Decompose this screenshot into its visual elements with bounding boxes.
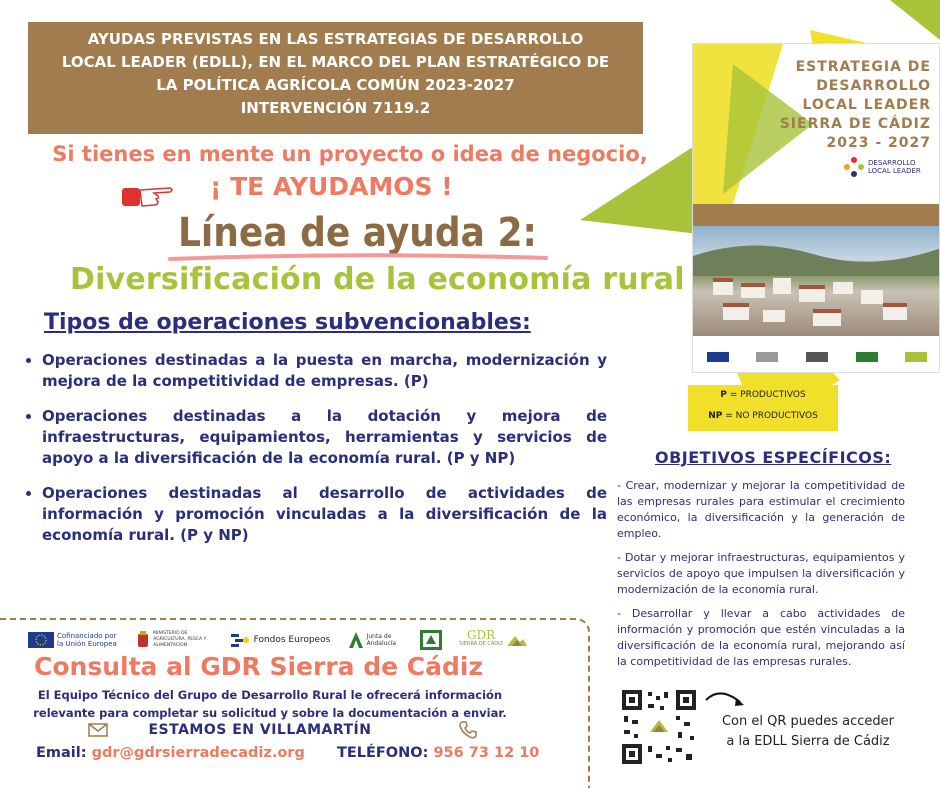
list-item: • Operaciones destinadas a la puesta en marcha, modernización y mejora de la competitividad de empresas. (P) xyxy=(42,350,607,392)
logo-text: Fondos Europeos xyxy=(253,635,331,645)
gdr-logo xyxy=(459,628,528,649)
qr-code-icon[interactable] xyxy=(620,688,698,766)
legend-text: = NO PRODUCTIVOS xyxy=(722,411,818,421)
logo-text: SIERRA DE CÁDIZ xyxy=(459,641,503,647)
cover-title-line: DESARROLLO xyxy=(816,78,931,94)
header-line: LOCAL LEADER (EDLL), EN EL MARCO DEL PLAN ESTRATÉGICO DE xyxy=(61,53,610,71)
objectives-title: OBJETIVOS ESPECÍFICOS: xyxy=(655,448,892,467)
operations-list xyxy=(18,350,607,560)
pointing-hand-icon xyxy=(120,180,176,210)
cover-band xyxy=(693,204,940,226)
cover-title-line: SIERRA DE CÁDIZ xyxy=(779,116,931,132)
list-item: • Operaciones destinadas a la dotación y mejora de infraestructuras, equipamientos, herramientas y servicios de apoyo a la diversificación de la economía rural. (P y NP) xyxy=(42,406,607,469)
legend-text: = PRODUCTIVOS xyxy=(726,390,806,400)
qr-caption xyxy=(708,712,908,752)
logo-text: Cofinanciado por la Unión Europea xyxy=(57,632,117,648)
header-line: AYUDAS PREVISTAS EN LAS ESTRATEGIAS DE DESARROLLO xyxy=(87,30,584,48)
section-title: Tipos de operaciones subvencionables: xyxy=(44,310,531,335)
legend-productive xyxy=(688,385,838,406)
objective-item: - Crear, modernizar y mejorar la competitividad de las empresas rurales para estimular el crecimiento económico, la diversificación y la generación de empleo. xyxy=(617,479,905,540)
header-line: LA POLÍTICA AGRÍCOLA COMÚN 2023-2027 xyxy=(156,76,515,94)
list-item: • Operaciones destinadas al desarrollo de actividades de información y promoción vinculadas a la diversificación de la economía rural. (P y NP) xyxy=(42,483,607,546)
cover-logos-row xyxy=(693,342,940,372)
cta-text: ¡ TE AYUDAMOS ! xyxy=(210,172,453,201)
junta-logo xyxy=(348,631,403,649)
location-text: ESTAMOS EN VILLAMARTÍN xyxy=(148,722,372,738)
team-info xyxy=(20,686,520,722)
cover-title xyxy=(780,58,931,153)
objective-item: - Desarrollar y llevar a cabo actividades de información y promoción que estén vinculadas a la diversificación de la economía rural, mejorando así la competitividad de las empresas rurales. xyxy=(617,607,905,668)
objective-item: - Dotar y mejorar infraestructuras, equipamientos y servicios de apoyo que impulsen la diversificación y modernización de la economía rural. xyxy=(617,551,905,596)
header-band xyxy=(28,22,643,134)
page-title: Línea de ayuda 2: xyxy=(178,210,537,256)
phone-label: TELÉFONO: xyxy=(336,745,434,761)
contact-heading: Consulta al GDR Sierra de Cádiz xyxy=(34,652,484,681)
subtitle: Diversificación de la economía rural xyxy=(70,262,685,297)
cover-title-line: LOCAL LEADER xyxy=(802,97,931,113)
eu-logo xyxy=(28,632,119,648)
logo-text: Junta de Andalucía xyxy=(366,633,397,647)
legend-key: P xyxy=(720,390,727,400)
leader-logo-icon xyxy=(843,156,865,178)
objectives-list xyxy=(617,478,905,678)
qr-caption-line: a la EDLL Sierra de Cádiz xyxy=(726,734,890,749)
curved-arrow-icon xyxy=(700,688,748,714)
phone-icon xyxy=(458,720,478,740)
contact-row xyxy=(36,745,539,761)
strategy-cover-image xyxy=(692,43,940,373)
cover-title-line: ESTRATEGIA DE xyxy=(795,59,931,75)
leader-badge-logo xyxy=(420,630,442,650)
team-info-line: relevante para completar su solicitud y sobre la documentación a enviar. xyxy=(33,706,507,720)
logo-text: MINISTERIO DE AGRICULTURA, PESCA Y ALIMENTACIÓN xyxy=(153,631,207,648)
cover-logo xyxy=(843,156,921,178)
intro-text: Si tienes en mente un proyecto o idea de negocio, xyxy=(52,142,648,166)
gdr-mountain-icon xyxy=(506,633,528,647)
cover-title-line: 2023 - 2027 xyxy=(826,135,931,151)
header-line: INTERVENCIÓN 7119.2 xyxy=(240,99,431,117)
qr-caption-line: Con el QR puedes acceder xyxy=(721,714,895,729)
logo-text: GDR xyxy=(466,628,496,642)
team-info-line: El Equipo Técnico del Grupo de Desarrollo Rural le ofrecerá información xyxy=(37,688,503,702)
email-link[interactable]: gdr@gdrsierradecadiz.org xyxy=(91,745,305,761)
cover-logo-text: LOCAL LEADER xyxy=(868,167,921,175)
village-photo xyxy=(693,226,940,336)
legend-non-productive xyxy=(688,406,838,427)
fondos-icon xyxy=(231,632,251,648)
email-label: Email: xyxy=(36,745,92,761)
funding-logos-row xyxy=(28,628,528,652)
leader-badge-icon xyxy=(420,630,442,650)
cover-logo-text: DESARROLLO xyxy=(868,159,916,167)
fondos-europeos-logo xyxy=(231,632,331,648)
legend-key: NP xyxy=(708,411,723,421)
eu-flag-icon xyxy=(28,632,54,648)
junta-icon xyxy=(348,631,364,649)
phone-number[interactable]: 956 73 12 10 xyxy=(433,745,540,761)
coat-of-arms-icon xyxy=(136,631,150,649)
ministry-logo xyxy=(136,631,213,649)
legend-box xyxy=(688,385,838,431)
